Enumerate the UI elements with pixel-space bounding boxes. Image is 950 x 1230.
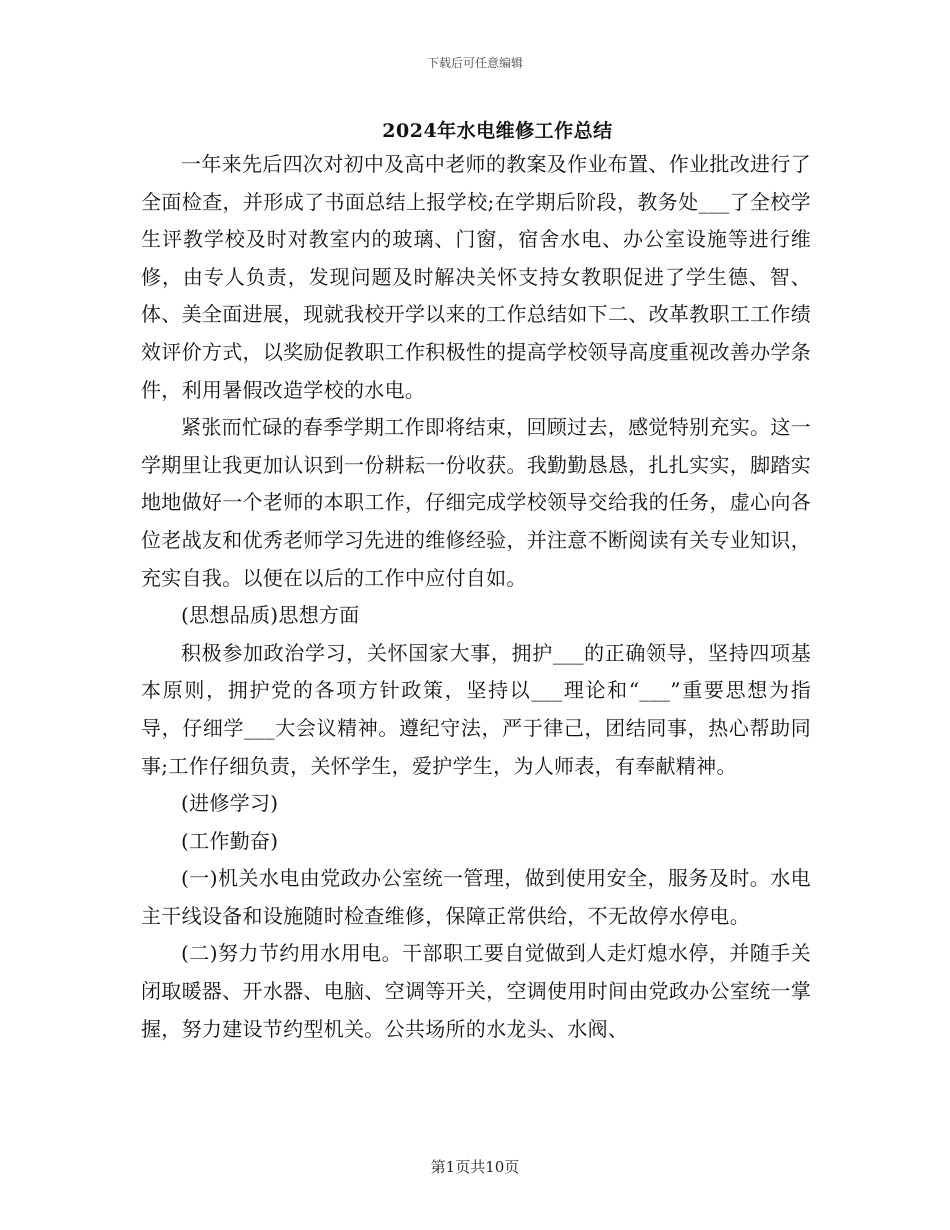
- section-heading-thought: (思想品质)思想方面: [181, 603, 360, 628]
- paragraph-item-two: (二)努力节约用水用电。干部职工要自觉做到人走灯熄水停，并随手关闭取暖器、开水器、电脑、空调等开关，空调使用时间由党政办公室统一掌握，努力建设节约型机关。公共场所的水龙头、水阀、: [141, 941, 811, 1041]
- paragraph-item-one: (一)机关水电由党政办公室统一管理，做到使用安全，服务及时。水电主干线设备和设施随时检查维修，保障正常供给，不无故停水停电。: [141, 866, 811, 928]
- page-number: 第1页共10页: [430, 1158, 520, 1176]
- header-note: 下载后可任意编辑: [426, 56, 523, 70]
- paragraph-thought: 积极参加政治学习，关怀国家大事，拥护___的正确领导，坚持四项基本原则，拥护党的各项方针政策，坚持以___理论和“___”重要思想为指导，仔细学___大会议精神。遵纪守法，严于律己，团结同事，热心帮助同事;工作仔细负责，关怀学生，爱护学生，为人师表，有奉献精神。: [141, 640, 811, 778]
- document-title: 2024年水电维修工作总结: [382, 120, 613, 142]
- section-heading-work: (工作勤奋): [181, 828, 279, 853]
- section-heading-study: (进修学习): [181, 791, 279, 816]
- document-body: [141, 146, 811, 1048]
- paragraph-intro: 一年来先后四次对初中及高中老师的教案及作业布置、作业批改进行了全面检查，并形成了书面总结上报学校;在学期后阶段，教务处___了全校学生评教学校及时对教室内的玻璃、门窗，宿舍水电、办公室设施等进行维修，由专人负责，发现问题及时解决关怀支持女教职促进了学生德、智、体、美全面进展，现就我校开学以来的工作总结如下二、改革教职工工作绩效评价方式，以奖励促教职工作积极性的提高学校领导高度重视改善办学条件，利用暑假改造学校的水电。: [141, 152, 811, 402]
- paragraph-semester-review: 紧张而忙碌的春季学期工作即将结束，回顾过去，感觉特别充实。这一学期里让我更加认识到一份耕耘一份收获。我勤勤恳恳，扎扎实实，脚踏实地地做好一个老师的本职工作，仔细完成学校领导交给我的任务，虚心向各位老战友和优秀老师学习先进的维修经验，并注意不断阅读有关专业知识，充实自我。以便在以后的工作中应付自如。: [141, 415, 811, 590]
